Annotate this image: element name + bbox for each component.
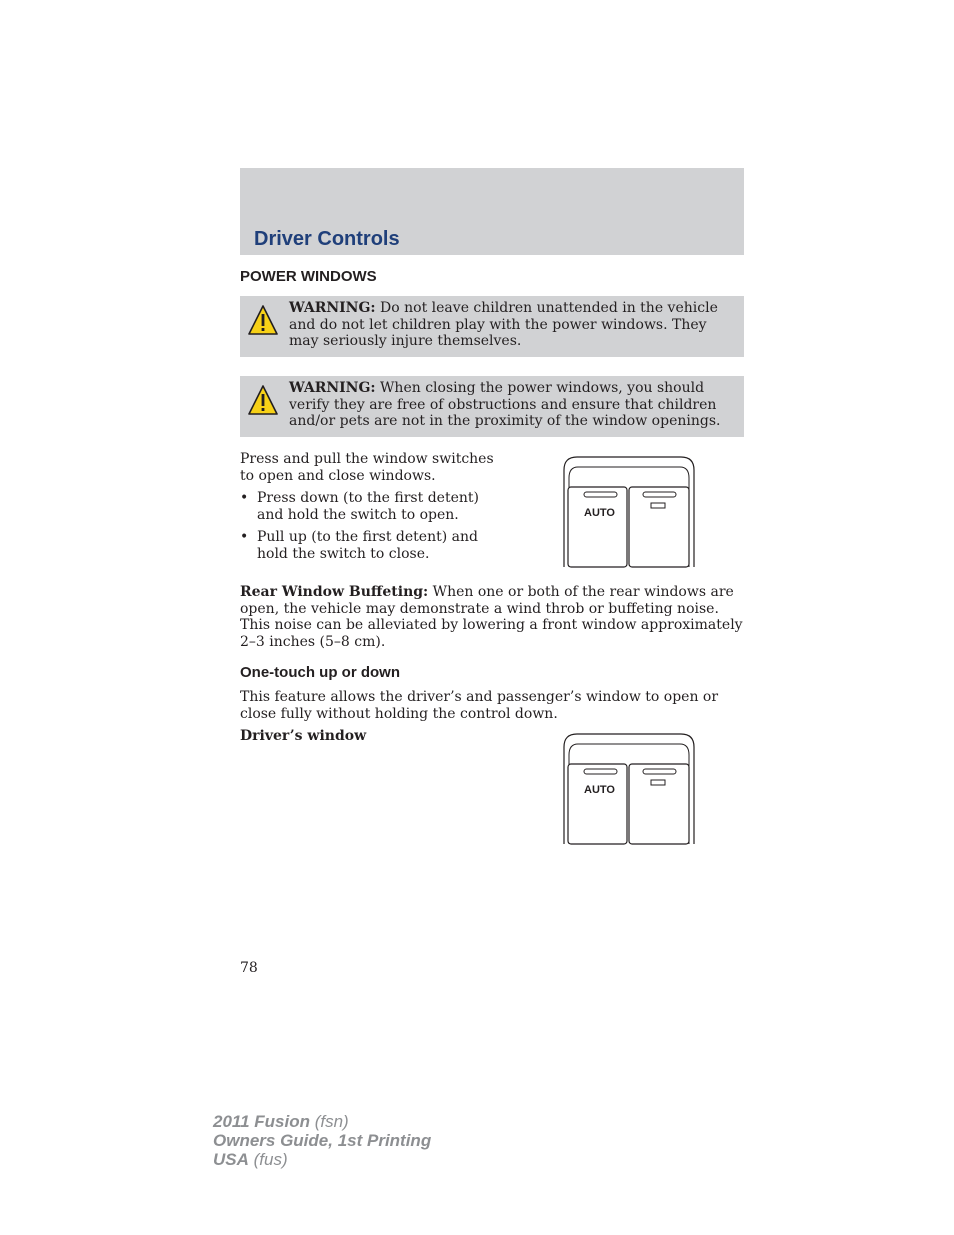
instruction-list <box>240 490 500 568</box>
list-item: • Press down (to the first detent) and hold the switch to open. <box>240 490 479 523</box>
section-header-band <box>240 168 744 255</box>
buffeting-text: When one or both of the rear windows are open, the vehicle may demonstrate a wind throb or buffeting noise. This noise can be alleviated by lowering a front window approximately 2–3 inches (5–8 cm). <box>240 584 743 650</box>
window-switch-illustration <box>556 456 702 568</box>
warning-label: WARNING: <box>289 300 376 316</box>
page-number: 78 <box>240 960 258 976</box>
auto-label: AUTO <box>584 784 615 796</box>
warning-box-2 <box>240 376 744 437</box>
warning-box-1 <box>240 296 744 357</box>
footer-market-code: (fus) <box>248 1150 288 1169</box>
footer-model-code: (fsn) <box>310 1112 349 1131</box>
drivers-window-heading: Driver’s window <box>240 728 367 744</box>
footer-market: USA <box>213 1150 249 1169</box>
one-touch-paragraph: This feature allows the driver’s and passenger’s window to open or close fully without holding the control down. <box>240 689 719 722</box>
buffeting-label: Rear Window Buffeting: <box>240 584 429 600</box>
section-title: POWER WINDOWS <box>240 268 377 285</box>
footer-guide: Owners Guide, 1st Printing <box>213 1131 432 1150</box>
subsection-title: One-touch up or down <box>240 664 400 681</box>
window-switch-illustration <box>556 733 702 845</box>
list-item: • Pull up (to the first detent) and hold the switch to close. <box>240 529 478 562</box>
warning-text: When closing the power windows, you should verify they are free of obstructions and ensure that children and/or pets are not in the proximity of the window openings. <box>289 380 721 429</box>
warning-text: Do not leave children unattended in the vehicle and do not let children play with the power windows. They may seriously injure themselves. <box>289 300 718 349</box>
chapter-title: Driver Controls <box>254 228 400 250</box>
warning-triangle-icon <box>247 304 279 338</box>
auto-label: AUTO <box>584 507 615 519</box>
intro-paragraph: Press and pull the window switches to open and close windows. <box>240 451 494 484</box>
footer-model: 2011 Fusion <box>213 1112 310 1131</box>
document-footer <box>213 1112 431 1169</box>
warning-label: WARNING: <box>289 380 376 396</box>
warning-triangle-icon <box>247 384 279 418</box>
buffeting-paragraph <box>240 584 744 650</box>
